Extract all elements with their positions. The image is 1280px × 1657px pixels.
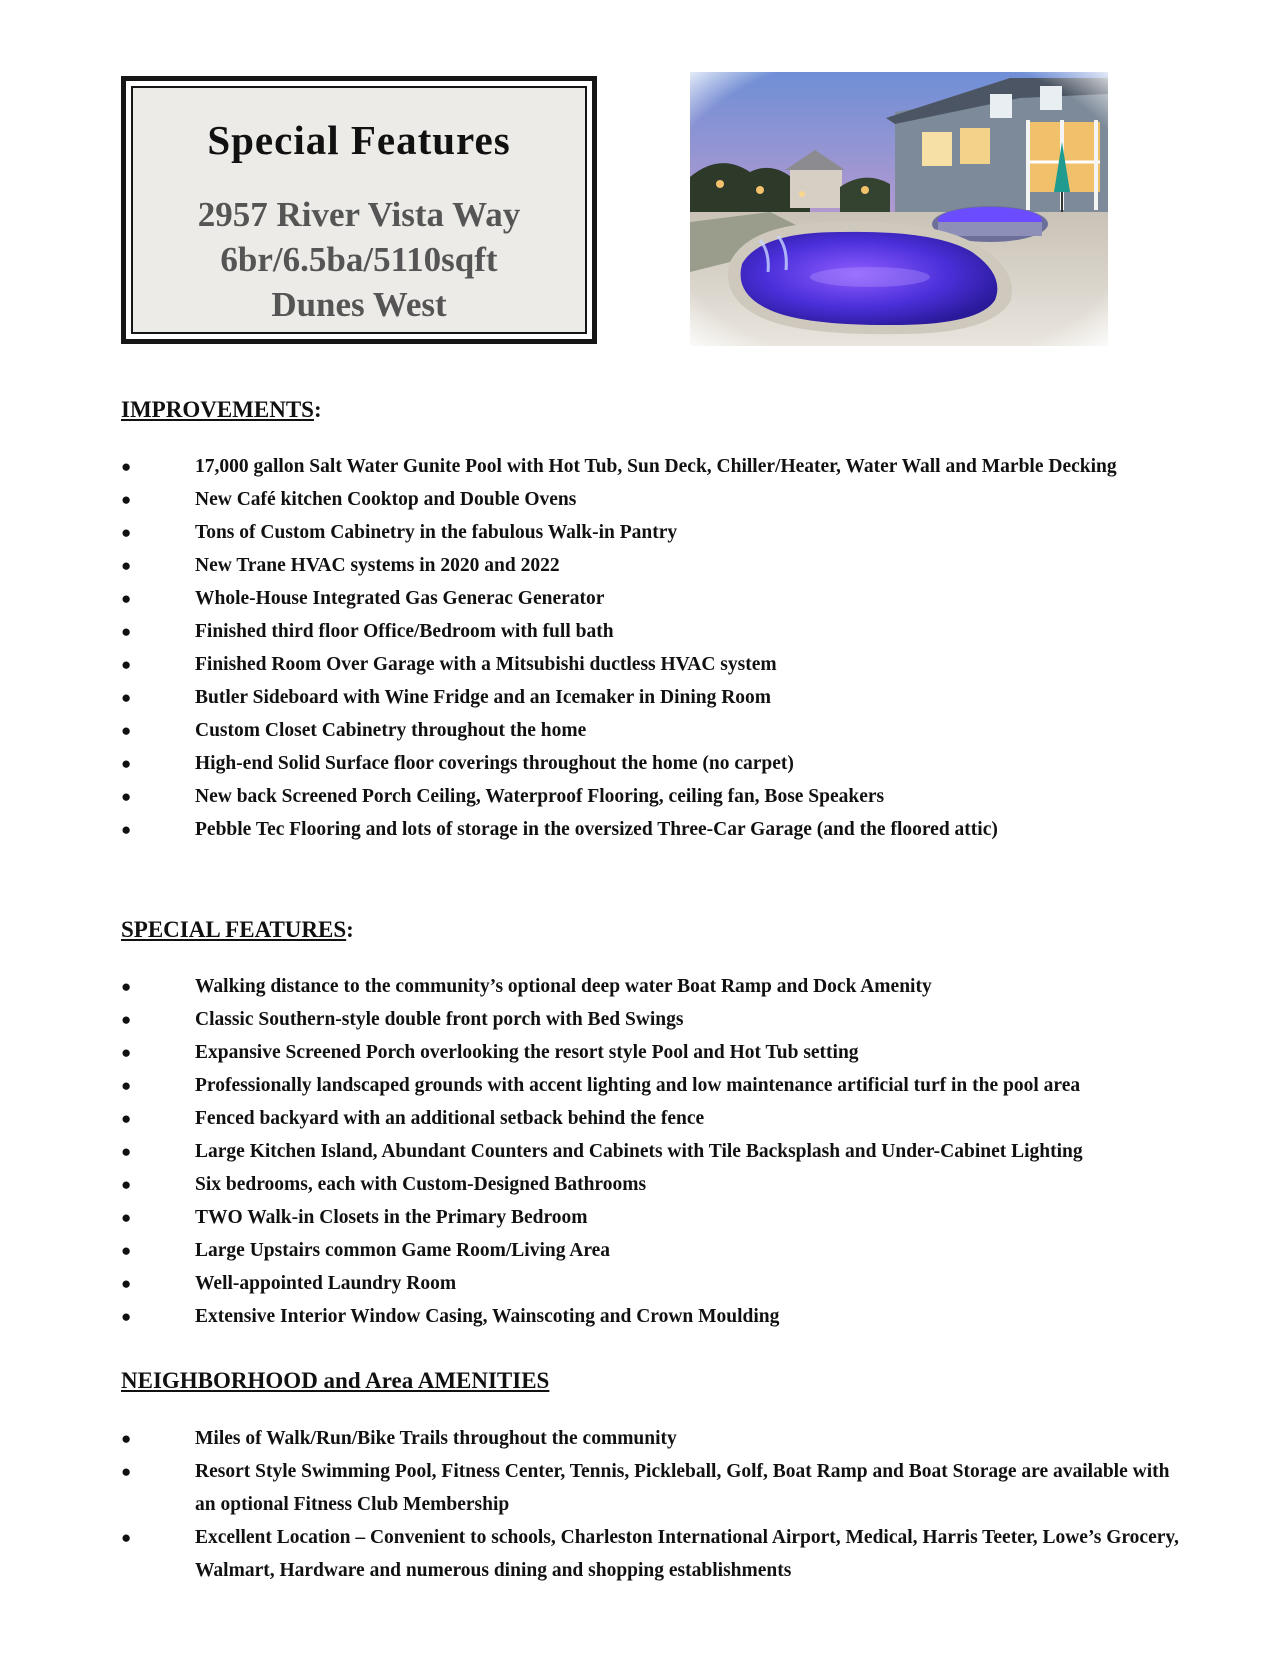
bullet-icon: ● — [121, 820, 132, 839]
bullet-icon: ● — [121, 1076, 132, 1095]
bullet-icon: ● — [121, 1043, 132, 1062]
list-item: ● Resort Style Swimming Pool, Fitness Center, Tennis, Pickleball, Golf, Boat Ramp and Boat Storage are available with an optional Fitness Club Membership — [121, 1455, 1181, 1521]
bullet-icon: ● — [121, 589, 132, 608]
list-item: ● High-end Solid Surface floor coverings throughout the home (no carpet) — [121, 747, 1181, 780]
list-item: ● 17,000 gallon Salt Water Gunite Pool with Hot Tub, Sun Deck, Chiller/Heater, Water Wall and Marble Decking — [121, 450, 1181, 483]
list-item: ● Walking distance to the community’s optional deep water Boat Ramp and Dock Amenity — [121, 970, 1181, 1003]
neighborhood-amenities-list — [121, 1422, 1181, 1587]
bullet-icon: ● — [121, 1274, 132, 1293]
list-item: ● Classic Southern-style double front porch with Bed Swings — [121, 1003, 1181, 1036]
list-item: ● TWO Walk-in Closets in the Primary Bedroom — [121, 1201, 1181, 1234]
bullet-icon: ● — [121, 1429, 132, 1448]
list-item: ● New Trane HVAC systems in 2020 and 2022 — [121, 549, 1181, 582]
special-features-list — [121, 970, 1181, 1333]
list-item: ● Large Upstairs common Game Room/Living Area — [121, 1234, 1181, 1267]
bullet-icon: ● — [121, 1208, 132, 1227]
improvements-list — [121, 450, 1181, 846]
bullet-icon: ● — [121, 688, 132, 707]
bullet-icon: ● — [121, 721, 132, 740]
bullet-icon: ● — [121, 490, 132, 509]
list-item: ● Tons of Custom Cabinetry in the fabulous Walk-in Pantry — [121, 516, 1181, 549]
bullet-icon: ● — [121, 1109, 132, 1128]
bullet-icon: ● — [121, 1307, 132, 1326]
title-box-inner — [131, 86, 587, 334]
list-item: ● New back Screened Porch Ceiling, Waterproof Flooring, ceiling fan, Bose Speakers — [121, 780, 1181, 813]
section-heading-special-features: SPECIAL FEATURES: — [121, 917, 354, 942]
title-box — [121, 76, 597, 344]
bullet-icon: ● — [121, 787, 132, 806]
bullet-icon: ● — [121, 1462, 132, 1481]
list-item: ● Finished Room Over Garage with a Mitsubishi ductless HVAC system — [121, 648, 1181, 681]
list-item: ● Fenced backyard with an additional setback behind the fence — [121, 1102, 1181, 1135]
list-item: ● Whole-House Integrated Gas Generac Generator — [121, 582, 1181, 615]
list-item: ● Professionally landscaped grounds with accent lighting and low maintenance artificial turf in the pool area — [121, 1069, 1181, 1102]
list-item: ● Custom Closet Cabinetry throughout the home — [121, 714, 1181, 747]
bullet-icon: ● — [121, 457, 132, 476]
property-specs: 6br/6.5ba/5110sqft — [220, 240, 498, 279]
list-item: ● Six bedrooms, each with Custom-Designed Bathrooms — [121, 1168, 1181, 1201]
list-item: ● Finished third floor Office/Bedroom with full bath — [121, 615, 1181, 648]
bullet-icon: ● — [121, 1528, 132, 1547]
page-title: Special Features — [207, 117, 511, 163]
section-heading-neighborhood: NEIGHBORHOOD and Area AMENITIES — [121, 1368, 550, 1393]
property-community: Dunes West — [271, 285, 447, 324]
bullet-icon: ● — [121, 556, 132, 575]
list-item: ● Butler Sideboard with Wine Fridge and an Icemaker in Dining Room — [121, 681, 1181, 714]
bullet-icon: ● — [121, 1175, 132, 1194]
property-address: 2957 River Vista Way — [197, 195, 521, 234]
list-item: ● Miles of Walk/Run/Bike Trails throughout the community — [121, 1422, 1181, 1455]
property-summary — [133, 192, 585, 327]
pool-house-photo — [690, 72, 1108, 346]
list-item: ● Expansive Screened Porch overlooking the resort style Pool and Hot Tub setting — [121, 1036, 1181, 1069]
bullet-icon: ● — [121, 655, 132, 674]
list-item: ● Excellent Location – Convenient to schools, Charleston International Airport, Medical, Harris Teeter, Lowe’s Grocery, Walmart, Hardware and numerous dining and shopping establishments — [121, 1521, 1181, 1587]
list-item: ● Pebble Tec Flooring and lots of storage in the oversized Three-Car Garage (and the floored attic) — [121, 813, 1181, 846]
bullet-icon: ● — [121, 1142, 132, 1161]
bullet-icon: ● — [121, 1241, 132, 1260]
list-item: ● Large Kitchen Island, Abundant Counters and Cabinets with Tile Backsplash and Under-Cabinet Lighting — [121, 1135, 1181, 1168]
bullet-icon: ● — [121, 977, 132, 996]
section-heading-improvements: IMPROVEMENTS: — [121, 397, 322, 422]
list-item: ● New Café kitchen Cooktop and Double Ovens — [121, 483, 1181, 516]
bullet-icon: ● — [121, 1010, 132, 1029]
bullet-icon: ● — [121, 622, 132, 641]
bullet-icon: ● — [121, 523, 132, 542]
bullet-icon: ● — [121, 754, 132, 773]
list-item: ● Extensive Interior Window Casing, Wainscoting and Crown Moulding — [121, 1300, 1181, 1333]
list-item: ● Well-appointed Laundry Room — [121, 1267, 1181, 1300]
